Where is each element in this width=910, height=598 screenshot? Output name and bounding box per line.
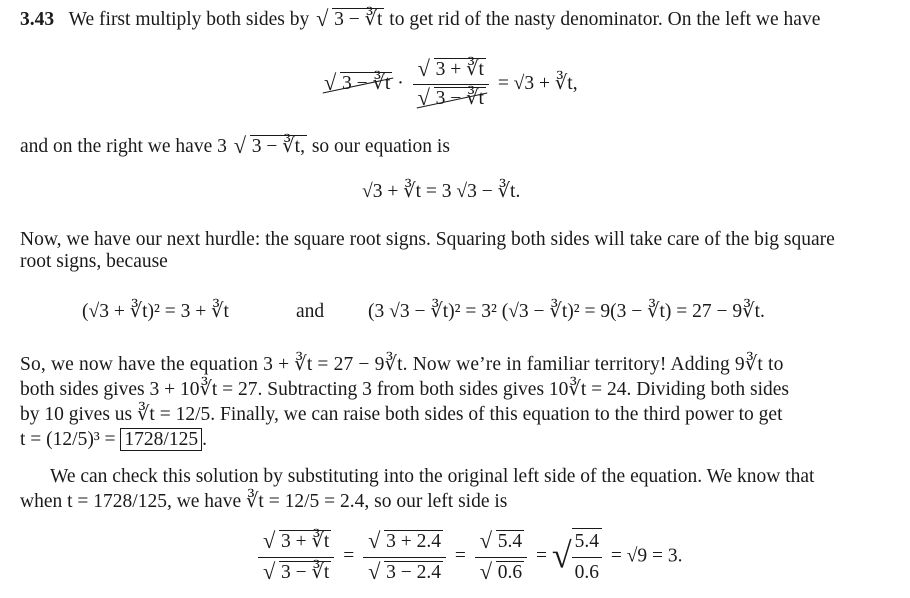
- equation-3-left: (√3 + ∛t)² = 3 + ∛t: [82, 301, 229, 322]
- answer-lead: t = (12/5)³ =: [20, 429, 116, 450]
- answer-box: 1728/125: [120, 428, 202, 451]
- equation-3-right: (3 √3 − ∛t)² = 3² (√3 − ∛t)² = 9(3 − ∛t) = 27 − 9∛t.: [368, 301, 765, 322]
- eq1-num-radical: [418, 58, 486, 82]
- para3-line1: So, we now have the equation 3 + ∛t = 27 − 9∛t. Now we’re in familiar territory! Adding 9∛t to: [20, 354, 784, 375]
- equation-1: [322, 58, 578, 111]
- dot-operator: ·: [397, 72, 404, 94]
- line2-radicand: 3 − ∛t,: [251, 136, 305, 157]
- eq4-f3-den: 0.6: [497, 561, 523, 583]
- para2-line2: root signs, because: [20, 251, 168, 272]
- answer-period: .: [202, 429, 207, 450]
- problem-number: 3.43: [20, 9, 55, 30]
- para3-line3: by 10 gives us ∛t = 12/5. Finally, we can raise both sides of this equation to the third power to get: [20, 404, 783, 425]
- eq4-frac-2: [363, 529, 446, 586]
- eq4-frac-4: [572, 528, 602, 586]
- equation-2: √3 + ∛t = 3 √3 − ∛t.: [362, 181, 521, 202]
- eq4-equals-2: =: [454, 545, 466, 567]
- para2-line1: Now, we have our next hurdle: the square root signs. Squaring both sides will take care of the big square: [20, 229, 835, 250]
- eq4-f3-num: 5.4: [497, 530, 523, 552]
- eq1-den-radicand: 3 − ∛t: [435, 88, 484, 109]
- intro-radical: [316, 8, 384, 32]
- line2-text-b: so our equation is: [311, 136, 450, 157]
- eq4-f3-den-radical: [480, 560, 524, 586]
- para3-line2: both sides gives 3 + 10∛t = 27. Subtracting 3 from both sides gives 10∛t = 24. Dividing both sides: [20, 379, 790, 400]
- line2-radical: [234, 135, 307, 159]
- para3-line4: [20, 428, 207, 452]
- cancelled-factor: [324, 72, 392, 96]
- para4-line1: We can check this solution by substituting into the original left side of the equation. We know that: [50, 466, 815, 487]
- eq4-equals-1: =: [343, 545, 355, 567]
- eq1-result: = √3 + ∛t,: [497, 72, 578, 94]
- eq4-f2-num-radical: [368, 529, 443, 555]
- intro-text-a: We first multiply both sides by: [68, 9, 310, 30]
- eq4-f1-num-radical: [263, 529, 331, 555]
- eq4-f4-num: 5.4: [572, 529, 602, 558]
- cancelled-factor-radicand: 3 − ∛t: [342, 72, 391, 94]
- eq4-f2-den-radical: [368, 560, 443, 586]
- eq4-frac-3: [475, 529, 527, 586]
- intro-radicand: 3 − ∛t: [334, 9, 383, 30]
- equation-3-and: and: [296, 301, 325, 322]
- eq4-f3-num-radical: [480, 529, 524, 555]
- problem-intro-line: [20, 8, 820, 32]
- eq4-equals-3: =: [535, 545, 547, 567]
- intro-text-b: to get rid of the nasty denominator. On the left we have: [389, 9, 821, 30]
- eq4-big-radical-sign: √: [551, 535, 572, 576]
- eq4-f1-num: 3 + ∛t: [281, 530, 330, 552]
- eq4-frac-1: [258, 529, 334, 586]
- eq4-f2-num: 3 + 2.4: [386, 530, 441, 552]
- line2-text-a: and on the right we have 3: [20, 136, 227, 157]
- eq4-f1-den: 3 − ∛t: [281, 561, 330, 583]
- eq4-f2-den: 3 − 2.4: [386, 561, 441, 583]
- eq1-fraction: [413, 58, 489, 111]
- eq1-num-radicand: 3 + ∛t: [435, 59, 484, 80]
- eq4-f4-den: 0.6: [574, 562, 599, 583]
- eq1-den-radical: [418, 87, 486, 111]
- equation-4: [254, 528, 683, 586]
- eq4-tail: = √9 = 3.: [610, 545, 683, 567]
- right-side-line: [20, 135, 450, 159]
- eq4-f1-den-radical: [263, 560, 331, 586]
- para4-line2: when t = 1728/125, we have ∛t = 12/5 = 2.4, so our left side is: [20, 491, 508, 512]
